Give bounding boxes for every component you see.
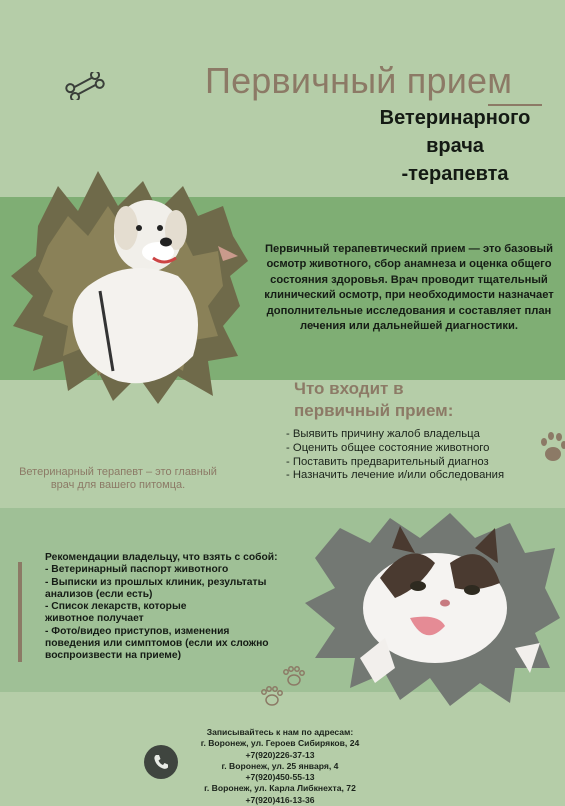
- footer-address: г. Воронеж, ул. Карла Либкнехта, 72: [204, 783, 356, 794]
- list-item: - Выявить причину жалоб владельца: [286, 428, 480, 440]
- includes-list: [286, 428, 504, 483]
- intro-line: осмотр животного, сбор анамнеза и оценка общего: [266, 258, 552, 271]
- page-subtitle: [360, 104, 550, 188]
- recommendation-line: - Фото/видео приступов, изменения: [45, 625, 230, 637]
- intro-paragraph: [258, 242, 560, 334]
- intro-line: дополнительные исследования и составляет план: [266, 304, 552, 317]
- subtitle-line: Ветеринарного: [379, 107, 531, 129]
- intro-line: Первичный терапевтический прием — это базовый: [265, 243, 553, 255]
- recommendation-line: воспроизвести на приеме): [45, 650, 182, 662]
- recommendation-line: - Выписки из прошлых клиник, результаты: [45, 576, 267, 588]
- contact-footer: [180, 727, 380, 806]
- footer-address: г. Воронеж, ул. 25 января, 4: [221, 760, 339, 771]
- intro-line: состояния здоровья. Врач проводит тщательный: [270, 273, 548, 286]
- subtitle-line: -терапевта: [401, 163, 509, 185]
- cat-photo: [300, 508, 560, 708]
- footer-heading: Записывайтесь к нам по адресам:: [206, 727, 354, 737]
- recommendation-line: - Список лекарств, которые: [45, 601, 187, 613]
- footer-phone[interactable]: +7(920)416-13-36: [245, 794, 315, 805]
- footer-address: г. Воронеж, ул. Героев Сибиряков, 24: [200, 738, 360, 749]
- recommendations: [45, 552, 285, 663]
- intro-line: клинический осмотр, при необходимости назначает: [264, 289, 554, 302]
- recommendation-line: поведения или симптомов (если их сложно: [45, 638, 269, 650]
- bone-icon: [62, 72, 108, 100]
- includes-heading: [294, 378, 453, 422]
- phone-button[interactable]: [144, 745, 178, 779]
- accent-bar: [18, 562, 22, 662]
- paw-icon: [538, 430, 565, 464]
- subtitle-line: врача: [426, 135, 484, 157]
- list-item: - Оценить общее состояние животного: [286, 441, 490, 454]
- list-item: - Назначить лечение и/или обследования: [286, 469, 505, 482]
- phone-icon: [144, 745, 178, 779]
- list-item: - Поставить предварительный диагноз: [286, 455, 489, 468]
- footer-phone[interactable]: +7(920)450-55-13: [245, 772, 315, 783]
- intro-line: лечения или дальнейшей диагностики.: [299, 320, 519, 333]
- quote-text: Ветеринарный терапевт – это главный врач для вашего питомца.: [19, 466, 217, 491]
- footer-phone[interactable]: +7(920)226-37-13: [245, 749, 315, 760]
- includes-heading-line: первичный прием:: [294, 401, 454, 420]
- recommendation-line: анализов (если есть): [45, 588, 153, 600]
- paw-icon: [258, 662, 308, 712]
- recommendation-line: животное получает: [45, 613, 144, 625]
- recommendation-line: - Ветеринарный паспорт животного: [45, 564, 229, 576]
- page-title: Первичный прием: [205, 60, 513, 101]
- recommendation-line: Рекомендации владельцу, что взять с собой:: [45, 552, 278, 563]
- dog-photo: [8, 166, 258, 406]
- includes-heading-line: Что входит в: [294, 379, 404, 398]
